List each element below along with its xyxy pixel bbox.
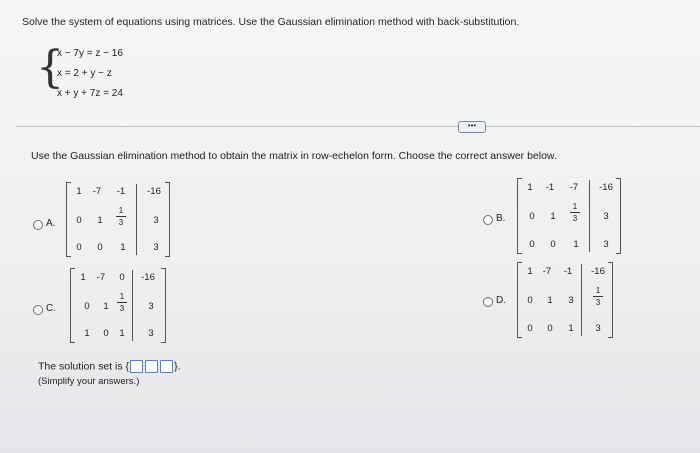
matrix-cell: -7 (96, 272, 106, 283)
matrix-cell: 3 (153, 215, 159, 226)
fraction-one-third: 1 3 (117, 292, 127, 313)
equation-2: x = 2 + y − z (57, 68, 112, 79)
option-a-matrix (66, 182, 170, 257)
solution-set-line (38, 360, 181, 373)
matrix-cell: 0 (76, 242, 82, 253)
matrix-cell: -7 (542, 266, 552, 277)
matrix-cell: 0 (527, 295, 533, 306)
matrix-cell: -1 (545, 182, 555, 193)
matrix-cell: 0 (529, 239, 535, 250)
option-a-radio[interactable] (33, 220, 43, 230)
solution-prefix: The solution set is { (38, 360, 130, 373)
matrix-cell: 0 (76, 215, 82, 226)
matrix-cell: -7 (92, 186, 102, 197)
option-b-radio[interactable] (483, 215, 493, 225)
matrix-cell: 1 (103, 301, 109, 312)
option-c-label: C. (46, 303, 56, 314)
option-d-matrix (517, 262, 613, 338)
fraction-one-third: 1 3 (593, 286, 603, 307)
sub-instruction-text: Use the Gaussian elimination method to obtain the matrix in row-echelon form. Choose the correct answer below. (31, 150, 557, 162)
solution-suffix: }. (174, 360, 181, 373)
option-c-radio[interactable] (33, 305, 43, 315)
matrix-cell: 0 (529, 211, 535, 222)
matrix-cell: 1 (527, 182, 533, 193)
matrix-cell: 1 (527, 266, 533, 277)
matrix-cell: -1 (563, 266, 573, 277)
matrix-cell: 0 (103, 328, 109, 339)
matrix-cell: 0 (547, 323, 553, 334)
matrix-cell: 0 (97, 242, 103, 253)
matrix-cell: 1 (119, 328, 125, 339)
answer-x-input[interactable] (130, 360, 143, 373)
matrix-cell: 1 (80, 272, 86, 283)
fraction-one-third: 1 3 (116, 206, 126, 227)
matrix-cell: -16 (591, 266, 605, 277)
matrix-cell: 3 (148, 301, 154, 312)
answer-y-input[interactable] (145, 360, 158, 373)
matrix-cell: -1 (116, 186, 126, 197)
matrix-cell: 0 (84, 301, 90, 312)
matrix-cell: 3 (603, 211, 609, 222)
matrix-cell: 1 (573, 239, 579, 250)
option-a-label: A. (46, 218, 56, 229)
matrix-cell: 1 (84, 328, 90, 339)
matrix-cell: 3 (148, 328, 154, 339)
matrix-cell: 1 (76, 186, 82, 197)
answer-z-input[interactable] (160, 360, 173, 373)
matrix-cell: -16 (599, 182, 613, 193)
matrix-cell: 1 (550, 211, 556, 222)
fraction-one-third: 1 3 (570, 202, 580, 223)
matrix-cell: 1 (120, 242, 126, 253)
matrix-cell: 0 (527, 323, 533, 334)
matrix-cell: 1 (568, 323, 574, 334)
section-divider (16, 126, 700, 127)
matrix-cell: -16 (141, 272, 155, 283)
system-brace: { (36, 42, 64, 93)
instruction-text: Solve the system of equations using matrices. Use the Gaussian elimination method with back-substitution. (22, 16, 520, 28)
matrix-cell: 0 (119, 272, 125, 283)
equation-3: x + y + 7z = 24 (57, 88, 123, 99)
equation-1: x − 7y = z − 16 (57, 48, 123, 59)
option-d-label: D. (496, 295, 506, 306)
option-b-matrix (517, 178, 621, 254)
matrix-cell: 3 (595, 323, 601, 334)
matrix-cell: 3 (568, 295, 574, 306)
matrix-cell: 1 (547, 295, 553, 306)
matrix-cell: 3 (153, 242, 159, 253)
matrix-cell: 3 (603, 239, 609, 250)
simplify-hint: (Simplify your answers.) (38, 376, 140, 387)
option-b-label: B. (496, 213, 506, 224)
option-d-radio[interactable] (483, 297, 493, 307)
matrix-cell: 0 (550, 239, 556, 250)
matrix-cell: -7 (569, 182, 579, 193)
matrix-cell: -16 (147, 186, 161, 197)
expand-button[interactable]: ••• (458, 121, 486, 133)
option-c-matrix (70, 268, 166, 343)
matrix-cell: 1 (97, 215, 103, 226)
